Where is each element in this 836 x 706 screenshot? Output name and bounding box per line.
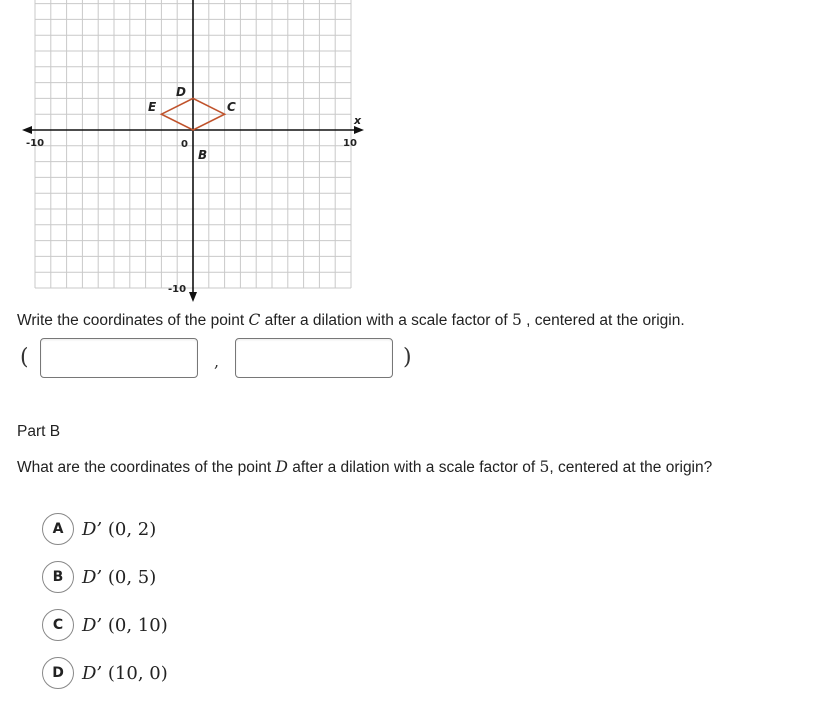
option-a[interactable] [42, 511, 156, 547]
option-c-text [82, 615, 168, 636]
y-axis-down-arrow [189, 292, 197, 302]
point-label-c: C [227, 100, 236, 114]
point-label-d: D [176, 85, 186, 99]
part-a-question-suffix: , centered at the origin. [521, 312, 685, 329]
option-a-point-name: D’ [82, 518, 103, 540]
x-max-label: 10 [343, 138, 357, 149]
part-b-scale-factor: 5 [539, 458, 550, 476]
part-b-question-suffix: , centered at the origin? [549, 459, 713, 476]
option-b-text [82, 567, 156, 588]
option-c-letter[interactable]: C [42, 609, 74, 641]
option-a-text [82, 519, 156, 540]
part-a-question-middle: after a dilation with a scale factor of [260, 312, 512, 329]
coordinate-graph [0, 0, 370, 305]
origin-label: 0 [181, 139, 188, 150]
y-min-label: -10 [168, 284, 187, 295]
part-a-point-symbol: C [248, 311, 261, 329]
open-paren: ( [20, 345, 29, 370]
part-b-point-symbol: D [275, 458, 288, 476]
x-coordinate-input[interactable] [40, 338, 198, 378]
part-a-question [17, 311, 685, 330]
coordinate-comma: , [214, 352, 220, 371]
option-c[interactable] [42, 607, 168, 643]
part-a-scale-factor: 5 [511, 311, 522, 329]
option-b-letter[interactable]: B [42, 561, 74, 593]
option-a-letter[interactable]: A [42, 513, 74, 545]
part-b-question-middle: after a dilation with a scale factor of [287, 459, 540, 476]
option-b[interactable] [42, 559, 156, 595]
option-d-letter[interactable]: D [42, 657, 74, 689]
point-label-b: B [198, 148, 208, 162]
part-a-question-prefix: Write the coordinates of the point [17, 312, 249, 329]
x-axis-left-arrow [22, 126, 32, 134]
option-a-coords: (0, 2) [107, 518, 157, 540]
option-d-coords: (10, 0) [107, 662, 168, 684]
x-axis-right-arrow [354, 126, 364, 134]
option-d[interactable] [42, 655, 168, 691]
part-b-title: Part B [17, 423, 61, 440]
x-min-label: -10 [26, 138, 45, 149]
option-b-coords: (0, 5) [107, 566, 157, 588]
x-axis-label: x [354, 114, 362, 127]
close-paren: ) [403, 345, 412, 370]
option-c-coords: (0, 10) [107, 614, 168, 636]
part-b-question [17, 458, 712, 477]
point-label-e: E [148, 100, 157, 114]
y-coordinate-input[interactable] [235, 338, 393, 378]
option-d-text [82, 663, 168, 684]
option-c-point-name: D’ [82, 614, 103, 636]
option-b-point-name: D’ [82, 566, 103, 588]
part-b-question-prefix: What are the coordinates of the point [17, 459, 276, 476]
option-d-point-name: D’ [82, 662, 103, 684]
